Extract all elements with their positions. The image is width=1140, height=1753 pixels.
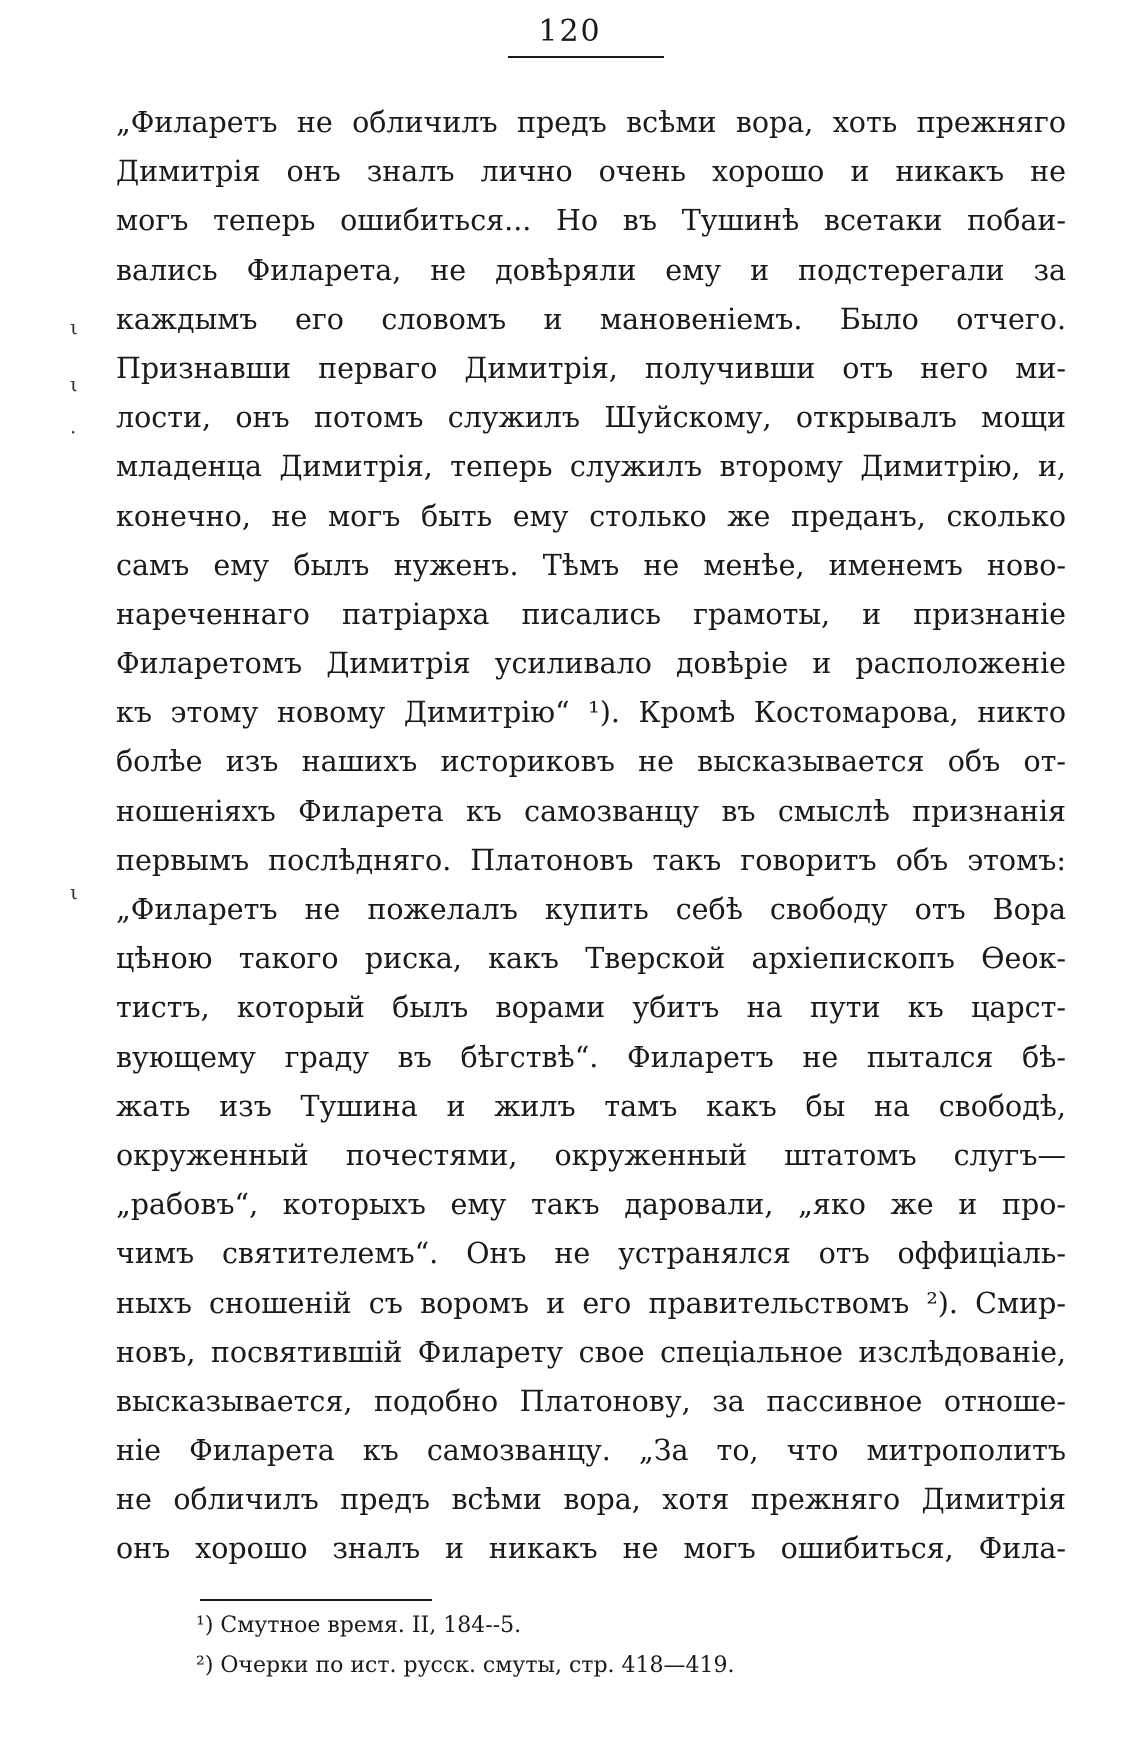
body-line: вались Филарета, не довѣряли ему и подстерегали за bbox=[116, 253, 1066, 287]
footnotes bbox=[196, 1606, 735, 1686]
body-line: лости, онъ потомъ служилъ Шуйскому, открывалъ мощи bbox=[116, 401, 1066, 435]
body-line: каждымъ его словомъ и мановеніемъ. Было отчего. bbox=[116, 302, 1066, 336]
footnote-separator bbox=[200, 1599, 432, 1601]
body-line: жать изъ Тушина и жилъ тамъ какъ бы на свободѣ, bbox=[116, 1089, 1066, 1123]
body-line: онъ хорошо зналъ и никакъ не могъ ошибиться, Фила- bbox=[116, 1532, 1066, 1566]
body-line: Димитрія онъ зналъ лично очень хорошо и никакъ не bbox=[116, 155, 1066, 189]
body-line: Филаретомъ Димитрія усиливало довѣріе и расположеніе bbox=[116, 647, 1066, 681]
body-line: не обличилъ предъ всѣми вора, хотя прежняго Димитрія bbox=[116, 1483, 1066, 1517]
body-line: чимъ святителемъ“. Онъ не устранялся отъ оффиціаль- bbox=[116, 1237, 1066, 1271]
body-line: „Филаретъ не пожелалъ купить себѣ свободу отъ Вора bbox=[116, 893, 1066, 926]
page-number: 120 bbox=[538, 14, 602, 49]
body-line: нареченнаго патріарха писались грамоты, и признаніе bbox=[116, 597, 1066, 631]
body-line: высказывается, подобно Платонову, за пассивное отноше- bbox=[116, 1384, 1066, 1418]
body-line: Признавши перваго Димитрія, получивши отъ него ми- bbox=[116, 351, 1066, 385]
body-line: первымъ послѣдняго. Платоновъ такъ говоритъ объ этомъ: bbox=[116, 843, 1066, 877]
body-line: къ этому новому Димитрію“ ¹). Кромѣ Костомарова, никто bbox=[116, 696, 1066, 730]
body-line: ніе Филарета къ самозванцу. „За то, что митрополитъ bbox=[116, 1434, 1066, 1468]
footnote: ²) Очерки по ист. русск. смуты, стр. 418—419. bbox=[196, 1653, 735, 1678]
margin-mark: · bbox=[70, 420, 77, 444]
body-line: ношеніяхъ Филарета къ самозванцу въ смыслѣ признанія bbox=[116, 794, 1066, 828]
page-number-underline bbox=[508, 56, 664, 58]
body-line: „Филаретъ не обличилъ предъ всѣми вора, хоть прежняго bbox=[116, 106, 1066, 139]
body-line: новъ, посвятившій Филарету свое спеціальное изслѣдованіе, bbox=[116, 1335, 1066, 1369]
body-line: „рабовъ“, которыхъ ему такъ даровали, „яко же и про- bbox=[116, 1188, 1066, 1222]
body-line: вующему граду въ бѣгствѣ“. Филаретъ не пытался бѣ- bbox=[116, 1040, 1066, 1074]
body-text bbox=[116, 98, 1066, 1574]
body-line: конечно, не могъ быть ему столько же преданъ, сколько bbox=[116, 499, 1066, 533]
margin-mark: ι bbox=[70, 315, 78, 339]
margin-mark: ι bbox=[70, 880, 78, 904]
footnote: ¹) Смутное время. II, 184--5. bbox=[196, 1613, 522, 1638]
body-line: цѣною такого риска, какъ Тверской архіепископъ Ѳеок- bbox=[116, 942, 1066, 976]
body-line: могъ теперь ошибиться... Но въ Тушинѣ всетаки побаи- bbox=[116, 204, 1066, 238]
body-line: младенца Димитрія, теперь служилъ второму Димитрію, и, bbox=[116, 450, 1066, 484]
body-line: болѣе изъ нашихъ историковъ не высказывается объ от- bbox=[116, 745, 1066, 779]
body-line: тистъ, который былъ ворами убитъ на пути къ царст- bbox=[116, 991, 1066, 1025]
body-line: ныхъ сношеній съ воромъ и его правительствомъ ²). Смир- bbox=[116, 1286, 1066, 1320]
body-line: самъ ему былъ нуженъ. Тѣмъ не менѣе, именемъ ново- bbox=[116, 548, 1066, 582]
body-line: окруженный почестями, окруженный штатомъ слугъ— bbox=[116, 1138, 1066, 1172]
margin-mark: ι bbox=[70, 372, 78, 396]
